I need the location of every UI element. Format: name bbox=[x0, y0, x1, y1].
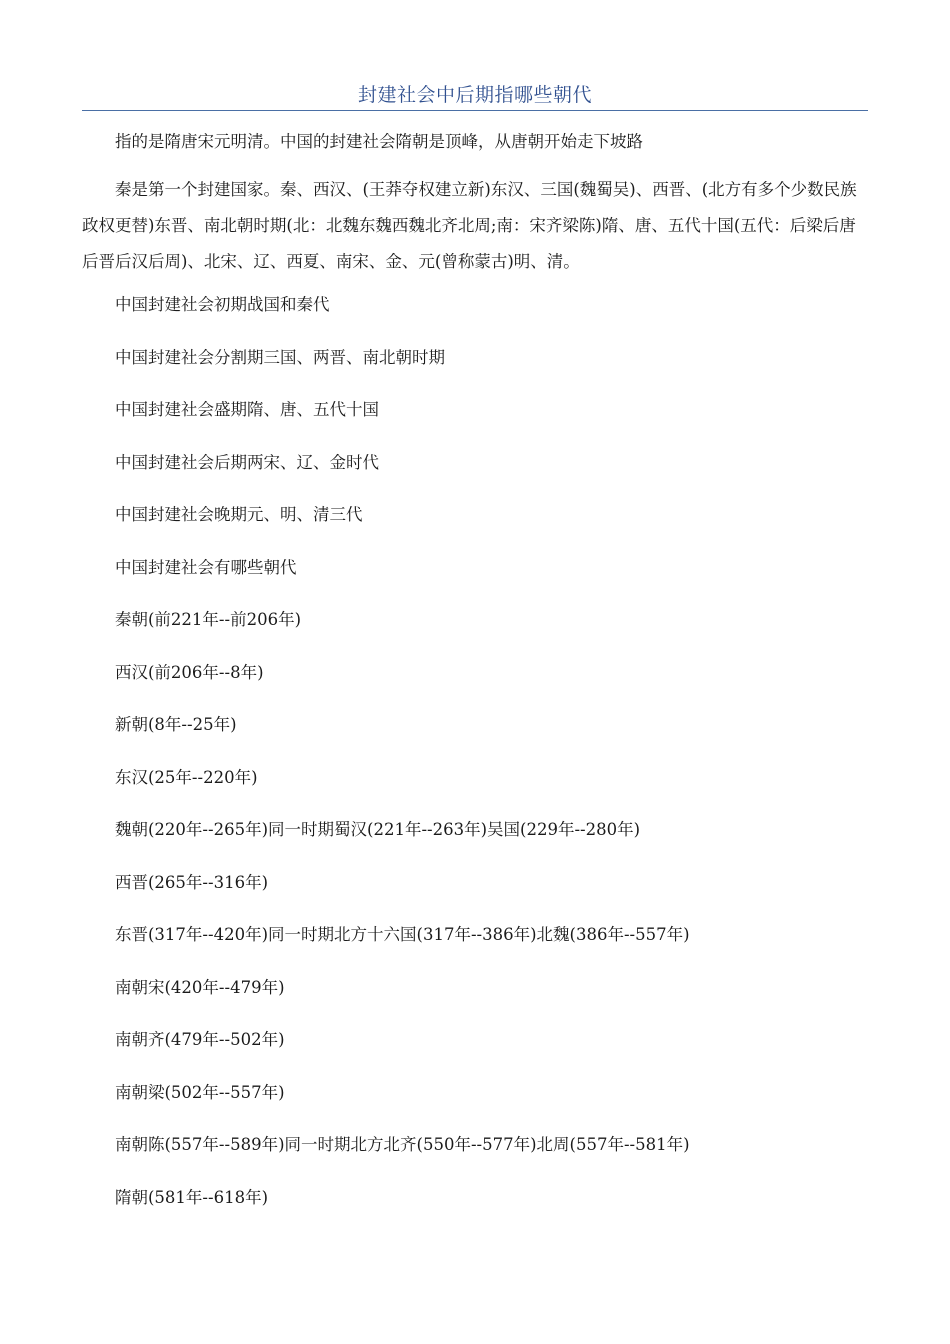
dynasty-line: 魏朝(220年--265年)同一时期蜀汉(221年--263年)吴国(229年--280年) bbox=[115, 820, 641, 839]
dynasty-line: 南朝宋(420年--479年) bbox=[115, 977, 285, 997]
document-title: 封建社会中后期指哪些朝代 bbox=[357, 84, 592, 106]
title-underline bbox=[82, 110, 868, 111]
dynasty-line: 南朝齐(479年--502年) bbox=[115, 1030, 285, 1049]
text-line: 中国封建社会后期两宋、辽、金时代 bbox=[115, 452, 379, 472]
dynasty-line: 南朝梁(502年--557年) bbox=[115, 1082, 285, 1102]
dynasty-line: 秦朝(前221年--前206年) bbox=[115, 610, 302, 629]
dynasty-line: 新朝(8年--25年) bbox=[115, 715, 237, 734]
dynasty-line: 西汉(前206年--8年) bbox=[115, 662, 264, 682]
dynasty-sequence-paragraph: 秦是第一个封建国家。秦、西汉、(王莽夺权建立新)东汉、三国(魏蜀吴)、西晋、(北方有多个少数民族政权更替)东晋、南北朝时期(北：北魏东魏西魏北齐北周;南：宋齐梁陈)隋、唐、五代十国(五代：后梁后唐后晋后汉后周)、北宋、辽、西夏、南宋、金、元(曾称蒙古)明、清。 bbox=[82, 180, 857, 271]
dynasty-line: 南朝陈(557年--589年)同一时期北方北齐(550年--577年)北周(557年--581年) bbox=[115, 1135, 690, 1154]
dynasty-line: 隋朝(581年--618年) bbox=[115, 1187, 269, 1207]
text-line: 中国封建社会晚期元、明、清三代 bbox=[115, 505, 363, 524]
dynasty-line: 东汉(25年--220年) bbox=[115, 767, 258, 787]
text-line: 中国封建社会盛期隋、唐、五代十国 bbox=[115, 400, 379, 419]
text-line: 中国封建社会有哪些朝代 bbox=[115, 557, 297, 577]
document-body bbox=[82, 124, 868, 1237]
intro-paragraph: 指的是隋唐宋元明清。中国的封建社会隋朝是顶峰，从唐朝开始走下坡路 bbox=[115, 132, 643, 151]
dynasty-line: 西晋(265年--316年) bbox=[115, 872, 269, 892]
text-line: 中国封建社会分割期三国、两晋、南北朝时期 bbox=[115, 347, 445, 367]
text-line: 中国封建社会初期战国和秦代 bbox=[115, 295, 330, 314]
dynasty-line: 东晋(317年--420年)同一时期北方十六国(317年--386年)北魏(386年--557年) bbox=[115, 925, 690, 944]
